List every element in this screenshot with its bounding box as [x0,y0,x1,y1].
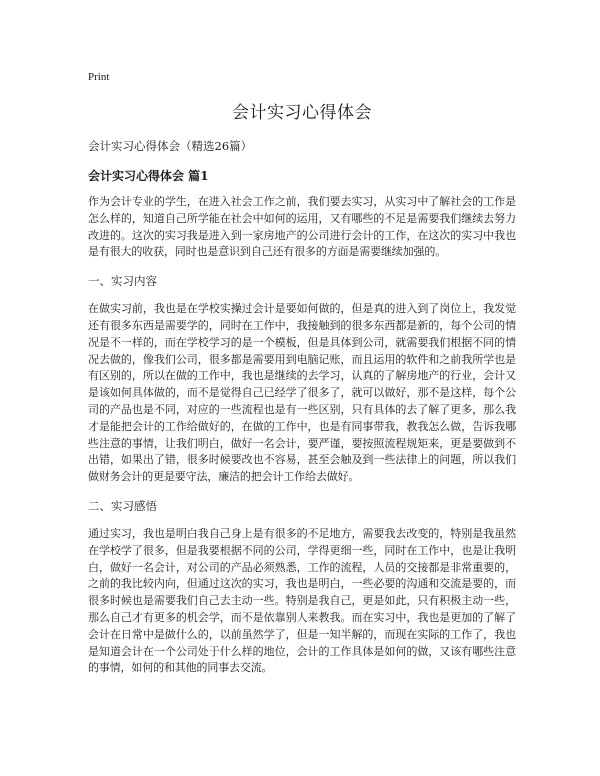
section-title: 会计实习心得体会 篇1 [88,169,209,183]
document-title: 会计实习心得体会 [232,103,372,123]
print-label[interactable]: Print [88,71,110,83]
document-page [88,70,516,689]
paragraph-internship-reflection: 通过实习，我也是明白我自己身上是有很多的不足地方，需要我去改变的，特别是我虽然在学校学了很多，但是我要根据不同的公司，学得更细一些，同时在工作中，也是让我明白，做好一名会计，对公司的产品必须熟悉，工作的流程，人员的交接都是非常重要的，之前的我比较内向，但通过这次的实习，我也是明白，一些必要的沟通和交流是要的，而很多时候也是需要我们自己去主动一些。特别是我自己，更是如此，只有积极主动一些，那么自己才有更多的机会学，而不是依靠别人来教我。而在实习中，我也是更加的了解了会计在日常中是做什么的，以前虽然学了，但是一知半解的，而现在实际的工作了，我也是知道会计在一个公司处于什么样的地位，会计的工作具体是如何的做，又该有哪些注意的事情，如何的和其他的同事去交流。 [88,526,516,675]
paragraph-internship-content: 在做实习前，我也是在学校实操过会计是要如何做的，但是真的进入到了岗位上，我发觉还有很多东西是需要学的，同时在工作中，我接触到的很多东西都是新的，每个公司的情况是不一样的，而在学校学习的是一个模板，但是具体到公司，就需要我们根据不同的情况去做的，像我们公司，很多都是需要用到电脑记账，而且运用的软件和之前我所学也是有区别的，所以在做的工作中，我也是继续的去学习，认真的了解房地产的行业，会计又是该如何具体做的，而不是觉得自己已经学了很多了，就可以做好，那不是这样，每个公司的产品也是不同，对应的一些流程也是有一些区别，只有具体的去了解了更多，那么我才是能把会计的工作给做好的，在做的工作中，也是有同事带我，教我怎么做，告诉我哪些注意的事情，让我们明白，做好一名会计，要严谨，要按照流程规矩来，更是要做到不出错，如果出了错，很多时候要改也不容易，甚至会触及到一些法律上的问题，所以我们做财务会计的更是要守法，廉洁的把会计工作给去做好。 [88,302,516,484]
heading-internship-content: 一、实习内容 [88,274,157,289]
intro-paragraph: 作为会计专业的学生，在进入社会工作之前，我们要去实习，从实习中了解社会的工作是怎么样的，知道自己所学能在社会中如何的运用，又有哪些的不足是需要我们继续去努力改进的。这次的实习我是进入到一家房地产的公司进行会计的工作，在这次的实习中我也是有很大的收获，同时也是意识到自己还有很多的方面是需要继续加强的。 [88,195,516,259]
heading-internship-reflection: 二、实习感悟 [88,498,157,513]
document-subtitle: 会计实习心得体会（精选26篇） [88,139,253,153]
